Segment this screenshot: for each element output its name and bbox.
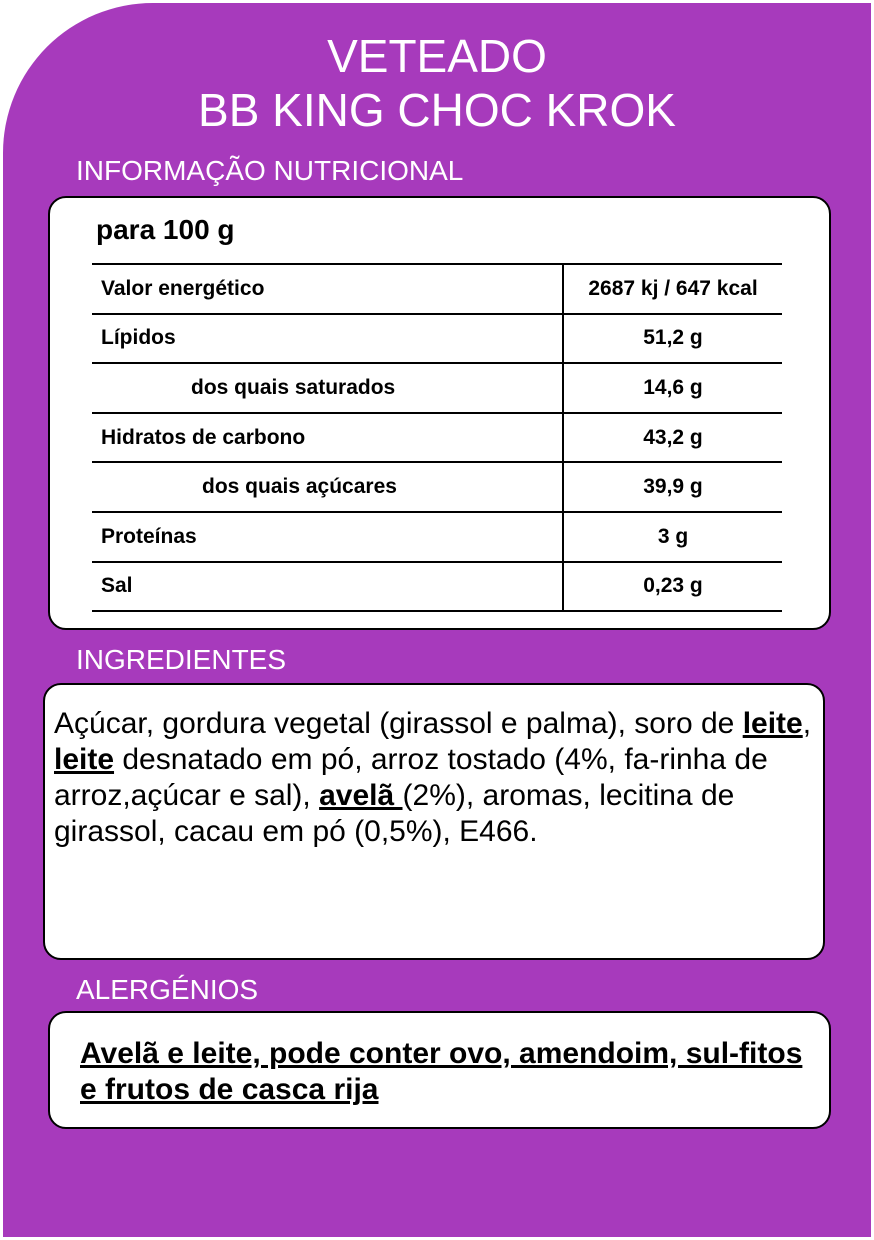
- ingredients-segment: desnatado em pó, arroz tostado (4%, fa-rinha de arroz,açúcar e sal),: [54, 743, 768, 812]
- allergens-text: Avelã e leite, pode conter ovo, amendoim, sul-fitos e frutos de casca rija: [80, 1037, 803, 1106]
- product-title-line2: BB KING CHOC KROK: [198, 84, 676, 136]
- ingredients-segment: Açúcar, gordura vegetal (girassol e palma), soro de: [54, 707, 743, 740]
- nutrient-value: 14,6 g: [563, 363, 782, 413]
- table-row: [92, 413, 782, 463]
- nutrition-heading: INFORMAÇÃO NUTRICIONAL: [76, 155, 464, 186]
- table-row: [92, 314, 782, 364]
- nutrient-value: 0,23 g: [563, 562, 782, 612]
- nutrient-name: Valor energético: [92, 264, 563, 314]
- nutrient-name: dos quais saturados: [92, 363, 563, 413]
- nutrient-name: Hidratos de carbono: [92, 413, 563, 463]
- table-row: [92, 264, 782, 314]
- nutrient-value: 43,2 g: [563, 413, 782, 463]
- table-row: [92, 363, 782, 413]
- serving-basis: para 100 g: [96, 214, 235, 245]
- table-row: [92, 512, 782, 562]
- ingredients-segment: (2%), aromas, lecitina de girassol, cacau em pó (0,5%), E466.: [54, 779, 735, 848]
- nutrient-value: 2687 kj / 647 kcal: [563, 264, 782, 314]
- product-title-line1: VETEADO: [327, 30, 547, 82]
- nutrient-name: dos quais açúcares: [92, 462, 563, 512]
- allergen-highlight: leite: [54, 743, 115, 776]
- nutrient-name: Lípidos: [92, 314, 563, 364]
- ingredients-text: [54, 706, 818, 850]
- allergen-highlight: leite: [742, 707, 803, 740]
- table-row: [92, 562, 782, 612]
- ingredients-segment: ,: [802, 707, 812, 740]
- nutrient-name: Proteínas: [92, 512, 563, 562]
- allergens-heading: ALERGÉNIOS: [76, 974, 259, 1005]
- nutrition-table: [92, 263, 782, 612]
- allergen-highlight: avelã: [319, 779, 403, 812]
- nutrient-name: Sal: [92, 562, 563, 612]
- nutrient-value: 39,9 g: [563, 462, 782, 512]
- ingredients-heading: INGREDIENTES: [76, 644, 287, 675]
- nutrient-value: 51,2 g: [563, 314, 782, 364]
- nutrient-value: 3 g: [563, 512, 782, 562]
- table-row: [92, 462, 782, 512]
